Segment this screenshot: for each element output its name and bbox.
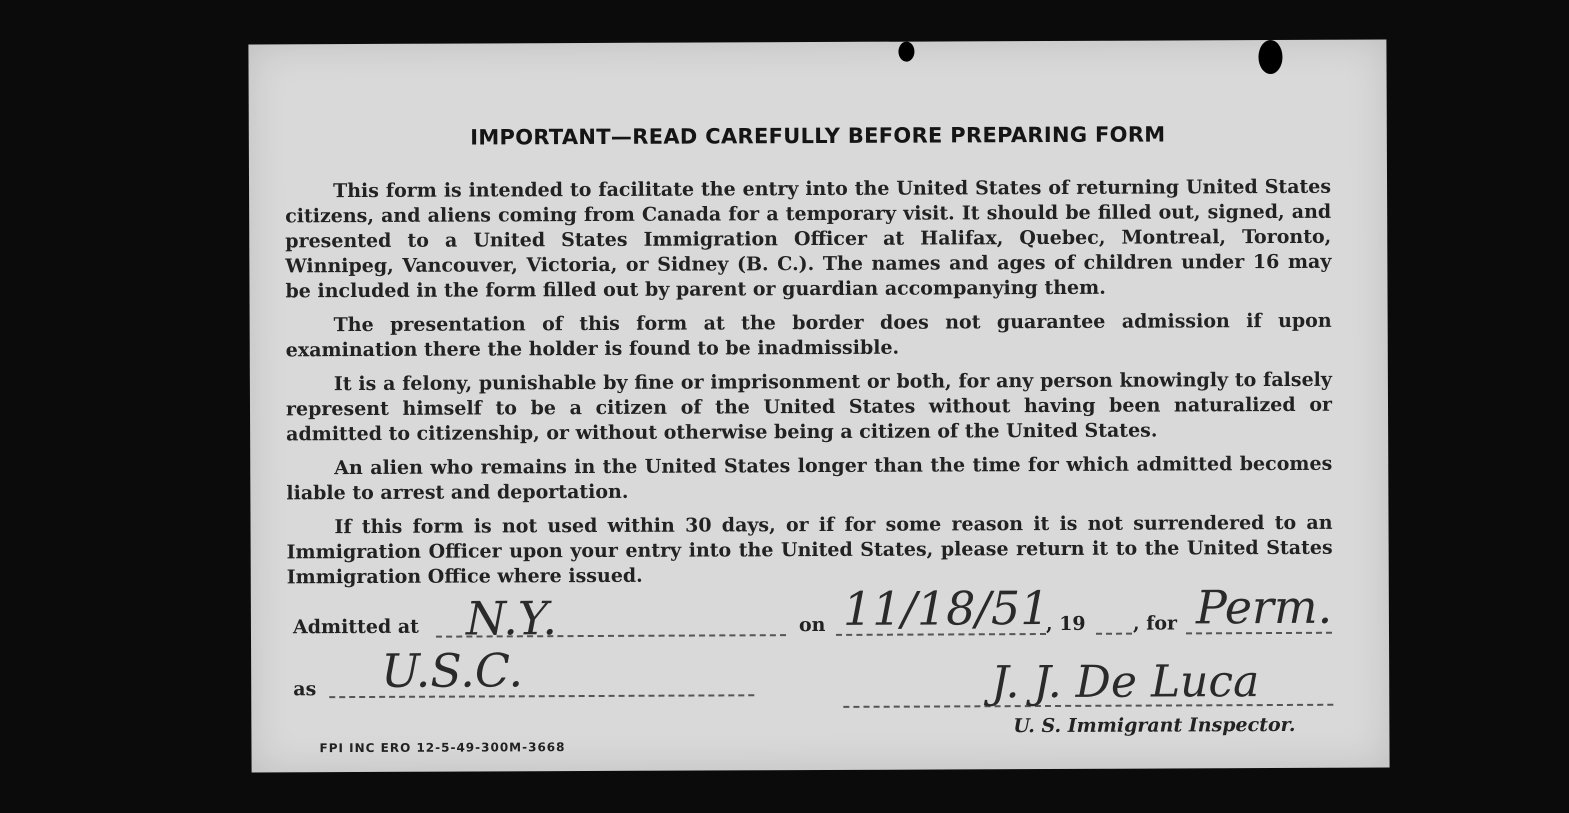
duration-value: Perm. (1195, 579, 1333, 635)
year-label: , 19 (1045, 612, 1086, 636)
paragraph-felony: It is a felony, punishable by fine or imprisonment or both, for any person knowingly to falsely represent himself to be a citizen of the United States without having been naturalized or admitted to citizenship, or without otherwise being a citizen of the United States. (285, 368, 1333, 446)
paragraph-admission: The presentation of this form at the border does not guarantee admission if upon examination there the holder is found to be inadmissible. (285, 309, 1332, 362)
admitted-row (248, 40, 1389, 773)
year-line (1096, 633, 1132, 635)
admitted-at-label: Admitted at (292, 615, 419, 639)
on-label: on (798, 613, 826, 637)
punch-hole-right (1258, 40, 1282, 74)
admitted-place-value: N.Y. (465, 591, 558, 646)
paragraph-purpose: This form is intended to facilitate the entry into the United States of returning United States citizens, and aliens coming from Canada for a temporary visit. It should be filled out, signed, and presented to a United States Immigration Officer at Halifax, Quebec, Montreal, Toronto, Winnipeg, Vancouver, Victoria, or Sidney (B. C.). The names and ages of children under 16 may be included in the form filled out by parent or guardian accompanying them. (285, 175, 1332, 303)
entry-form-card (248, 40, 1389, 773)
inspector-label: U. S. Immigrant Inspector. (1013, 713, 1296, 738)
paragraph-alien: An alien who remains in the United States longer than the time for which admitted becomes liable to arrest and deportation. (286, 452, 1333, 505)
as-label: as (293, 678, 317, 701)
status-value: U.S.C. (381, 643, 524, 698)
form-code: FPI INC ERO 12-5-49-300M-3668 (319, 740, 566, 756)
admitted-date-value: 11/18/51 (842, 580, 1050, 636)
punch-hole-left (898, 42, 914, 62)
form-title: IMPORTANT—READ CAREFULLY BEFORE PREPARING FORM (470, 122, 1166, 150)
for-label: , for (1132, 612, 1178, 635)
inspector-signature: J. J. De Luca (991, 656, 1260, 709)
paragraph-return: If this form is not used within 30 days, or if for some reason it is not surrendered to an Immigration Officer upon your entry into the United States, please return it to the United States Immigration Office where issued. (286, 511, 1333, 589)
